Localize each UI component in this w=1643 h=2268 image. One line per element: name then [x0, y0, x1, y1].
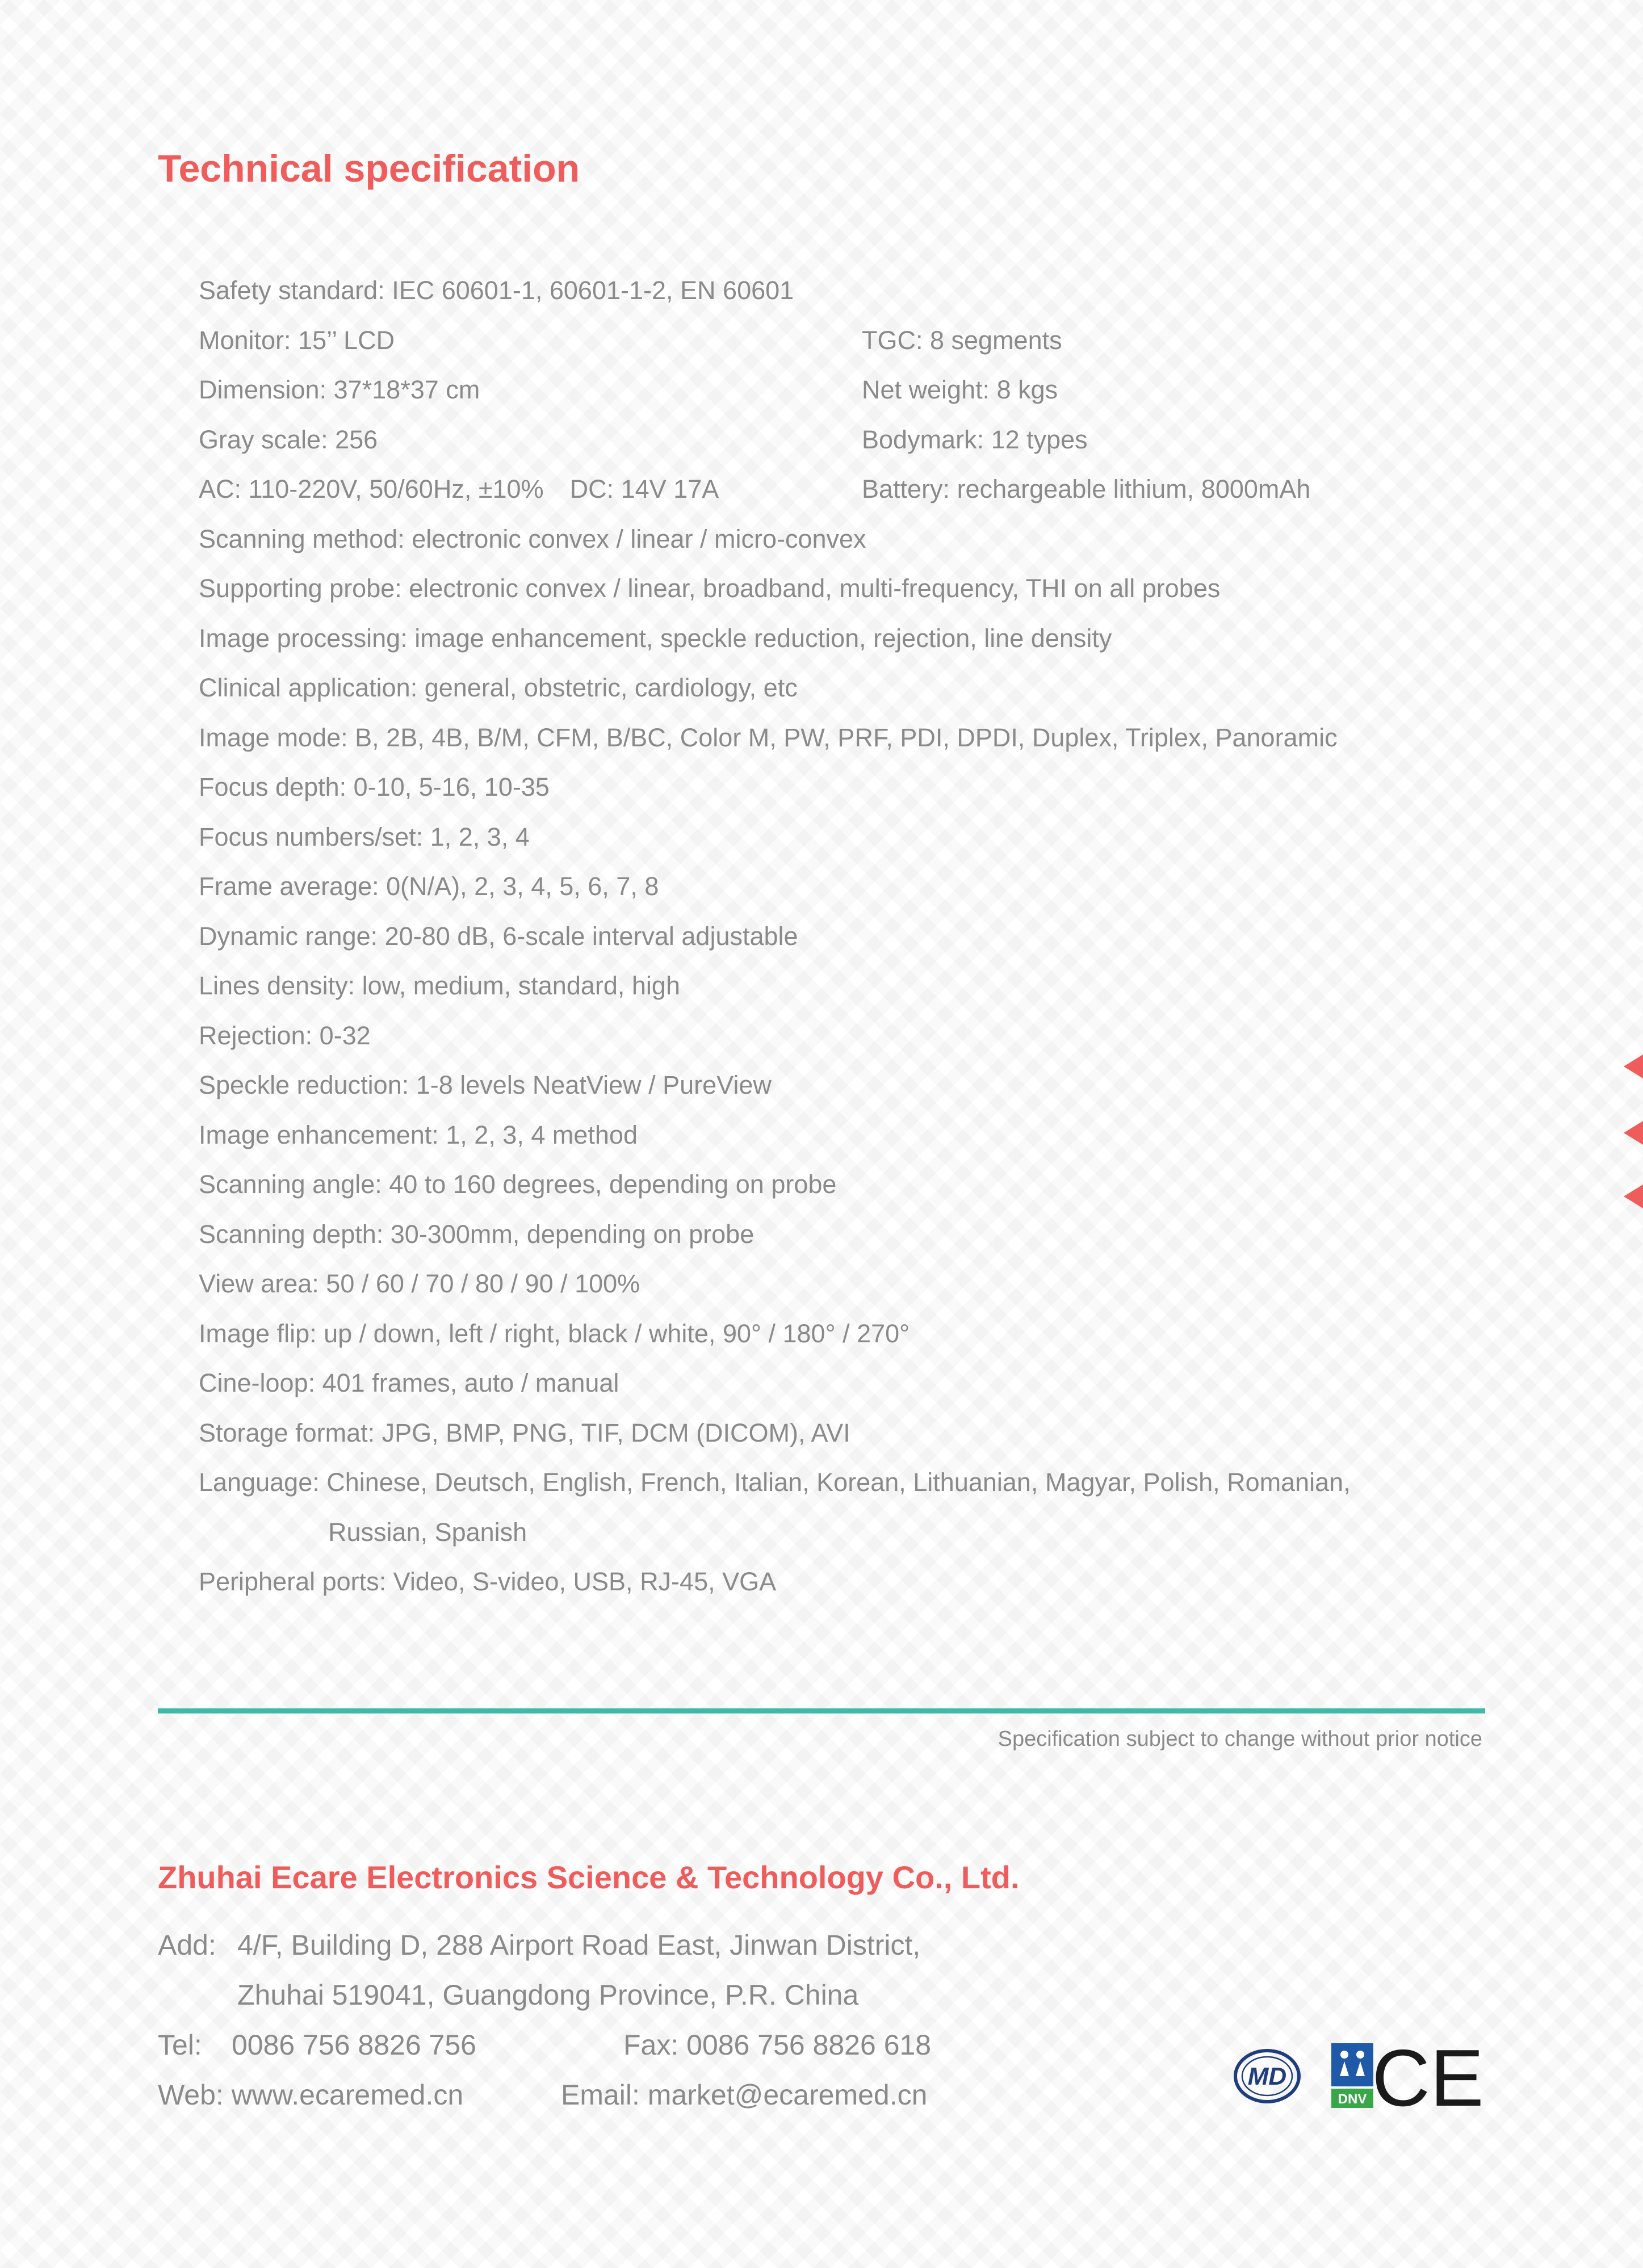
spec-dc: DC: 14V 17A [569, 474, 719, 503]
dnv-logo-text: DNV [1338, 2091, 1367, 2107]
address-label: Add: [158, 1929, 216, 1961]
spec-clinical-application: Clinical application: general, obstetric, cardiology, etc [199, 673, 798, 702]
spec-focus-numbers: Focus numbers/set: 1, 2, 3, 4 [199, 822, 530, 851]
md-logo-text: MD [1247, 2063, 1287, 2090]
spec-image-processing: Image processing: image enhancement, speckle reduction, rejection, line density [199, 623, 1112, 653]
spec-row-scanning-method [199, 514, 1516, 564]
spec-row-frame-average [199, 862, 1516, 912]
spec-speckle-reduction: Speckle reduction: 1-8 levels NeatView / PureView [199, 1070, 772, 1099]
spec-storage-format: Storage format: JPG, BMP, PNG, TIF, DCM (DICOM), AVI [199, 1418, 850, 1447]
spec-row-image-flip [199, 1309, 1516, 1359]
spec-ac: AC: 110-220V, 50/60Hz, ±10% [199, 474, 544, 503]
spec-language-cont: Russian, Spanish [328, 1517, 527, 1547]
website-link[interactable]: Web: www.ecaremed.cn [158, 2079, 464, 2111]
fax-number: Fax: 0086 756 8826 618 [623, 2029, 932, 2061]
spec-view-area: View area: 50 / 60 / 70 / 80 / 90 / 100% [199, 1269, 640, 1298]
tel-number: 0086 756 8826 756 [232, 2029, 476, 2061]
spec-net-weight: Net weight: 8 kgs [862, 375, 1058, 404]
spec-scanning-angle: Scanning angle: 40 to 160 degrees, depending on probe [199, 1170, 837, 1199]
spec-row-peripheral-ports [199, 1557, 1516, 1607]
spec-row-image-enhancement [199, 1110, 1516, 1160]
spec-lines-density: Lines density: low, medium, standard, high [199, 971, 680, 1000]
spec-row-scanning-depth [199, 1209, 1516, 1259]
ce-mark-text: CE [1372, 2038, 1484, 2114]
spec-row-scanning-angle [199, 1160, 1516, 1209]
spec-row-clinical-application [199, 663, 1516, 713]
spec-tgc: TGC: 8 segments [862, 325, 1062, 355]
section-divider [158, 1708, 1485, 1713]
certification-logos [1232, 2038, 1487, 2114]
page-arrow-icon [1624, 1185, 1643, 1208]
spec-row-supporting-probe [199, 564, 1516, 614]
page-arrow-icon [1624, 1055, 1643, 1078]
spec-monitor: Monitor: 15’’ LCD [199, 325, 395, 355]
spec-safety: Safety standard: IEC 60601-1, 60601-1-2, EN 60601 [199, 276, 794, 305]
spec-row-view-area [199, 1259, 1516, 1309]
spec-row-monitor [199, 316, 1516, 366]
spec-image-enhancement: Image enhancement: 1, 2, 3, 4 method [199, 1120, 638, 1149]
md-logo-icon [1235, 2051, 1299, 2102]
spec-row-focus-numbers [199, 812, 1516, 862]
spec-row-lines-density [199, 961, 1516, 1011]
spec-notice: Specification subject to change without prior notice [997, 1727, 1482, 1751]
spec-peripheral-ports: Peripheral ports: Video, S-video, USB, RJ-45, VGA [199, 1567, 777, 1596]
tel-label: Tel: [158, 2029, 202, 2061]
page-title: Technical specification [158, 147, 580, 190]
spec-row-gray-scale [199, 415, 1516, 465]
spec-row-language [199, 1458, 1516, 1507]
spec-row-language-cont [199, 1507, 1516, 1557]
ce-mark-icon [1372, 2038, 1483, 2114]
spec-row-image-processing [199, 614, 1516, 663]
spec-focus-depth: Focus depth: 0-10, 5-16, 10-35 [199, 772, 550, 801]
spec-supporting-probe: Supporting probe: electronic convex / linear, broadband, multi-frequency, THI on all probes [199, 574, 1221, 603]
address-line-1: 4/F, Building D, 288 Airport Road East, Jinwan District, [237, 1929, 921, 1961]
spec-row-dimension [199, 365, 1516, 415]
spec-battery: Battery: rechargeable lithium, 8000mAh [862, 474, 1311, 503]
spec-bodymark: Bodymark: 12 types [862, 425, 1088, 454]
spec-image-flip: Image flip: up / down, left / right, black / white, 90° / 180° / 270° [199, 1318, 910, 1348]
spec-scanning-depth: Scanning depth: 30-300mm, depending on probe [199, 1219, 755, 1249]
spec-row-image-mode [199, 713, 1516, 763]
spec-dynamic-range: Dynamic range: 20-80 dB, 6-scale interval adjustable [199, 921, 798, 951]
dnv-logo-icon [1331, 2043, 1373, 2108]
spec-list [199, 266, 1516, 1607]
spec-dimension: Dimension: 37*18*37 cm [199, 375, 480, 404]
spec-row-cine-loop [199, 1358, 1516, 1408]
spec-row-speckle-reduction [199, 1060, 1516, 1110]
spec-row-focus-depth [199, 762, 1516, 812]
spec-row-power [199, 464, 1516, 514]
spec-frame-average: Frame average: 0(N/A), 2, 3, 4, 5, 6, 7, 8 [199, 872, 659, 901]
spec-cine-loop: Cine-loop: 401 frames, auto / manual [199, 1368, 619, 1397]
spec-row-safety [199, 266, 1516, 316]
spec-rejection: Rejection: 0-32 [199, 1020, 371, 1050]
page-arrow-icon [1624, 1121, 1643, 1145]
spec-scanning-method: Scanning method: electronic convex / linear / micro-convex [199, 524, 866, 553]
spec-row-rejection [199, 1011, 1516, 1061]
spec-gray-scale: Gray scale: 256 [199, 425, 378, 454]
company-name: Zhuhai Ecare Electronics Science & Technology Co., Ltd. [158, 1859, 1020, 1895]
spec-row-dynamic-range [199, 912, 1516, 961]
spec-image-mode: Image mode: B, 2B, 4B, B/M, CFM, B/BC, Color M, PW, PRF, PDI, DPDI, Duplex, Triplex, Panoramic [199, 723, 1338, 752]
spec-row-storage-format [199, 1408, 1516, 1458]
spec-language: Language: Chinese, Deutsch, English, French, Italian, Korean, Lithuanian, Magyar, Polish, Romanian, [199, 1468, 1351, 1497]
email-link[interactable]: Email: market@ecaremed.cn [561, 2079, 928, 2111]
address-line-2: Zhuhai 519041, Guangdong Province, P.R. China [237, 1979, 859, 2011]
